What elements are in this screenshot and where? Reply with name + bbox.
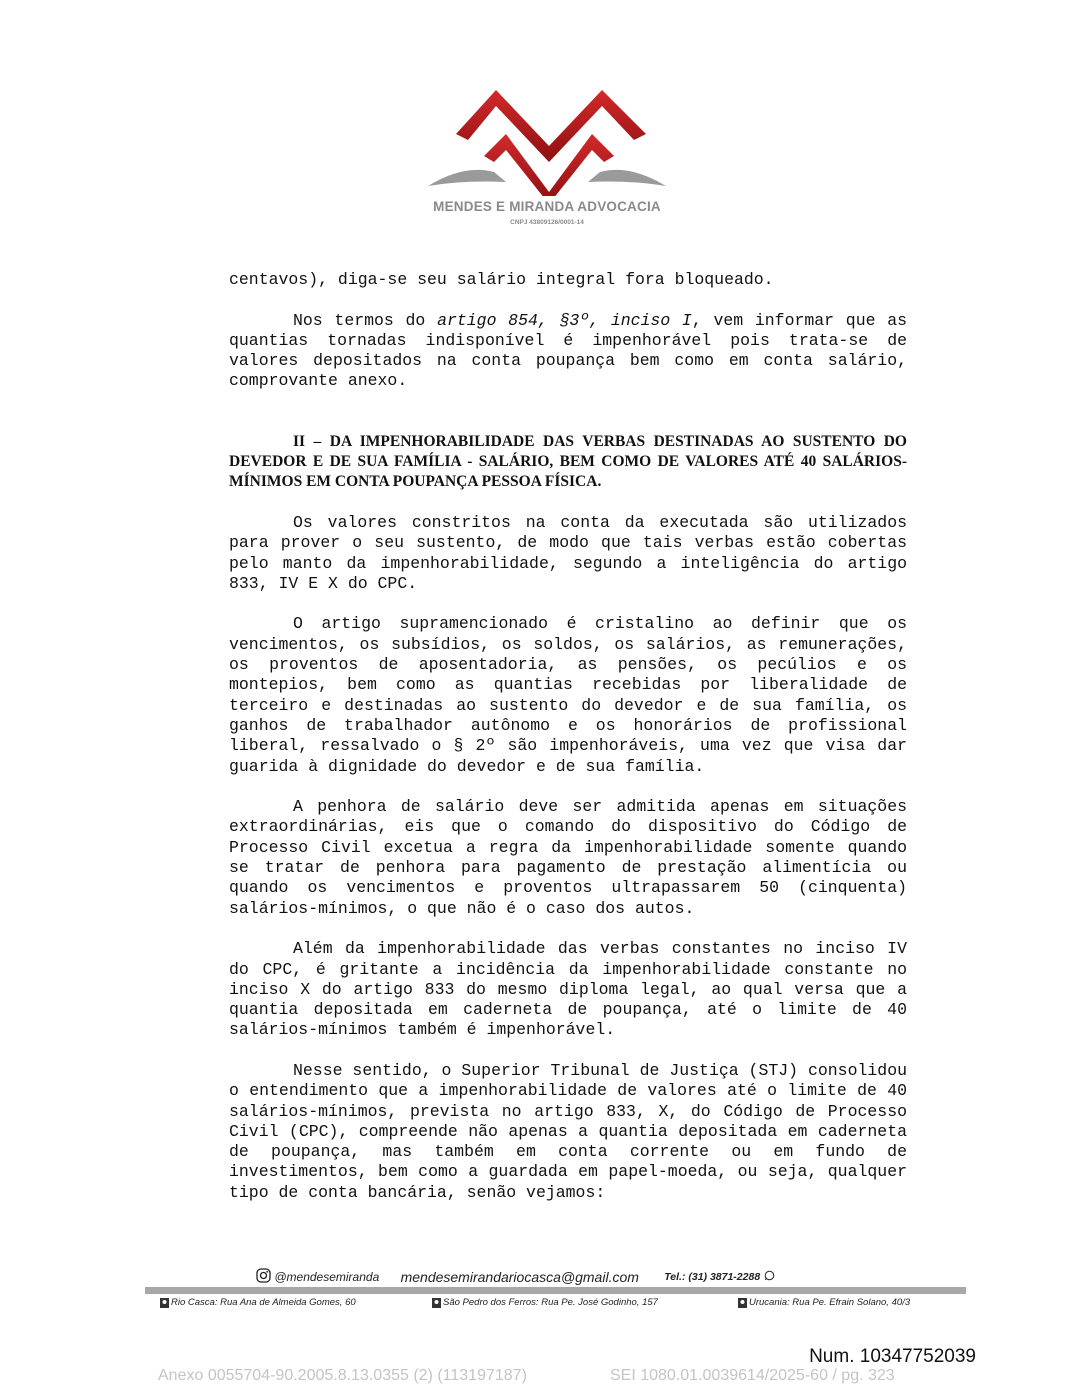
address-urucania	[738, 1297, 910, 1308]
instagram-icon	[256, 1268, 271, 1286]
legal-reference: artigo 854, §3º, inciso I	[437, 310, 692, 330]
address-sao-pedro	[432, 1297, 658, 1308]
phone-number: Tel.: (31) 3871-2288	[664, 1271, 761, 1283]
paragraph: Além da impenhorabilidade das verbas constantes no inciso IV do CPC, é gritante a incidência da impenhorabilidade constante no inciso X do artigo 833 do mesmo diploma legal, ao qual versa que a quantia depositada em caderneta de poupança, até o limite de 40 salários-mínimos também é impenhorável.	[229, 939, 907, 1040]
document-number: Num. 10347752039	[809, 1346, 976, 1367]
address-rio-casca	[160, 1297, 356, 1308]
instagram-handle: @mendesemiranda	[274, 1270, 380, 1284]
location-pin-icon	[432, 1298, 441, 1308]
paragraph-continuation: centavos), diga-se seu salário integral fora bloqueado.	[229, 270, 774, 289]
firm-logo	[424, 86, 670, 232]
address-text: São Pedro dos Ferros: Rua Pe. José Godinho, 157	[443, 1297, 658, 1308]
paragraph: Os valores constritos na conta da executada são utilizados para prover o seu sustento, de modo que tais verbas estão cobertas pelo manto da impenhorabilidade, segundo a inteligência do artigo 833, IV E X do CPC.	[229, 512, 907, 593]
paragraph-artigo-854	[229, 311, 907, 392]
paragraph: O artigo supramencionado é cristalino ao definir que os vencimentos, os subsídios, os soldos, os salários, as remunerações, os proventos de aposentadoria, as pensões, os pecúlios e os montepios, bem como as quantias recebidas por liberalidade de terceiro e destinadas ao sustento do devedor e de sua família, os ganhos de trabalhador autônomo e os honorários de profissional liberal, ressalvado o § 2º são impenhoráveis, uma vez que visa dar guarida à dignidade do devedor e de sua família.	[229, 614, 907, 776]
document-body	[229, 270, 907, 1223]
document-stamp	[158, 1367, 928, 1385]
sei-reference: SEI 1080.01.0039614/2025-60 / pg. 323	[610, 1367, 895, 1384]
paragraph-text: , vem informar que as quantias tornadas indisponível é impenhorável pois trata-se de valores depositados na conta poupança bem como em conta salário, comprovante anexo.	[229, 310, 908, 391]
email-address: mendesemirandariocasca@gmail.com	[400, 1269, 639, 1285]
section-heading: II – DA IMPENHORABILIDADE DAS VERBAS DESTINADAS AO SUSTENTO DO DEVEDOR E DE SUA FAMÍLIA - SALÁRIO, BEM COMO DE VALORES ATÉ 40 SALÁRIOS-MÍNIMOS EM CONTA POUPANÇA PESSOA FÍSICA.	[229, 432, 907, 491]
location-pin-icon	[160, 1298, 169, 1308]
firm-logo-mark-icon	[424, 86, 670, 196]
annex-reference: Anexo 0055704-90.2005.8.13.0355 (2) (113197187)	[158, 1367, 527, 1384]
firm-cnpj: CNPJ 43809126/0001-14	[510, 219, 584, 226]
firm-name: MENDES E MIRANDA ADVOCACIA	[433, 199, 661, 214]
address-text: Urucania: Rua Pe. Efrain Solano, 40/3	[749, 1297, 911, 1308]
paragraph: Nesse sentido, o Superior Tribunal de Justiça (STJ) consolidou o entendimento que a impenhorabilidade de valores até o limite de 40 salários-mínimos, prevista no artigo 833, X, do Código de Processo Civil (CPC), compreende não apenas a quantia depositada em caderneta de poupança, mas também em conta corrente ou em fundo de investimentos, bem como a guardada em papel-moeda, ou seja, qualquer tipo de conta bancária, senão vejamos:	[229, 1060, 907, 1202]
paragraph: A penhora de salário deve ser admitida apenas em situações extraordinárias, eis que o comando do dispositivo do Código de Processo Civil excetua a regra da impenhorabilidade somente quando se tratar de penhora para pagamento de prestação alimentícia ou quando os vencimentos e proventos ultrapassarem 50 (cinquenta) salários-mínimos, o que não é o caso dos autos.	[229, 797, 907, 918]
footer-divider	[145, 1287, 966, 1294]
footer-contacts	[256, 1268, 775, 1288]
location-pin-icon	[738, 1298, 747, 1308]
paragraph-text: Nos termos do	[293, 310, 438, 330]
whatsapp-icon	[764, 1270, 775, 1284]
address-text: Rio Casca: Rua Ana de Almeida Gomes, 60	[171, 1297, 356, 1308]
